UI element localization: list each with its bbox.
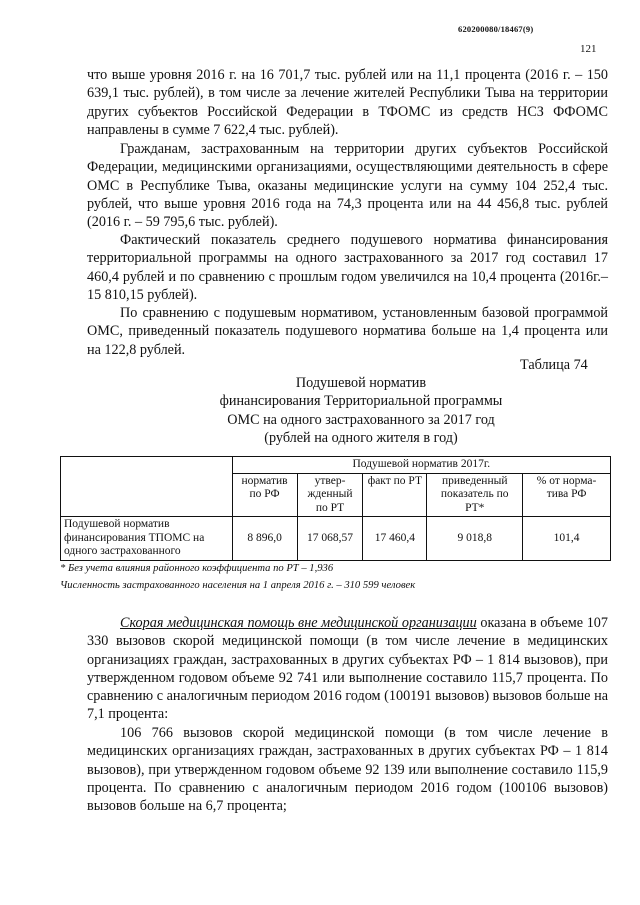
table-cell: 101,4 (523, 517, 611, 561)
paragraph-5-rest: оказана в объеме 107 330 вызовов скорой медицинской помощи (в том числе лечение в медицинских организациях граждан, застрахованных в других субъектах РФ – 1 814 вызовов), при утвержденном годовом объеме 92 741 или выполнение составило 115,7 процента. По сравнению с аналогичным периодом 2016 годом (100191 вызовов) вызовов больше на 7,1 процента: (87, 615, 608, 723)
document-id: 620200080/18467(9) (458, 24, 534, 34)
table-cell: 17 068,57 (297, 517, 363, 561)
column-header: норматив по РФ (232, 473, 297, 517)
table-row (61, 517, 611, 561)
column-header: утвер-жденный по РТ (297, 473, 363, 517)
paragraph-4: По сравнению с подушевым нормативом, установленным базовой программой ОМС, приведенный показатель подушевого норматива больше на 1,4 процента или на 122,8 рублей. (87, 305, 608, 358)
table-title-line-1: Подушевой норматив (295, 375, 427, 391)
footnote-2: Численность застрахованного населения на 1 апреля 2016 г. – 310 599 человек (60, 580, 416, 591)
table-number: Таблица 74 (520, 357, 588, 373)
normative-table (60, 456, 611, 561)
table-cell: 17 460,4 (363, 517, 427, 561)
column-header: факт по РТ (363, 473, 427, 517)
paragraph-5 (87, 614, 608, 724)
paragraph-3: Фактический показатель среднего подушевого норматива финансирования территориальной программы на одного застрахованного за 2017 год составил 17 460,4 рублей и по сравнению с прошлым годом увеличился на 10,4 процента (2016г.– 15 810,15 рублей). (87, 232, 608, 303)
table-title-line-4: (рублей на одного жителя в год) (264, 429, 458, 446)
table-title-line-3: ОМС на одного застрахованного за 2017 год (227, 411, 495, 428)
paragraph-1: что выше уровня 2016 г. на 16 701,7 тыс. рублей или на 11,1 процента (2016 г. – 150 639,1 тыс. рублей), в том числе за лечение жителей Республики Тыва на территории других субъектов Российской Федерации в ТФОМС из средств НСЗ ФФОМС направлены в сумме 7 622,4 тыс. рублей). (87, 67, 608, 138)
table-cell: 9 018,8 (427, 517, 523, 561)
table-group-header-row (61, 457, 611, 474)
footnote-1: * Без учета влияния районного коэффициента по РТ – 1,936 (60, 563, 334, 574)
table-title (87, 374, 635, 447)
table-title-line-2: финансирования Территориальной программы (219, 393, 503, 410)
page-number: 121 (580, 43, 597, 55)
paragraph-2: Гражданам, застрахованным на территории других субъектов Российской Федерации, медицинскими организациями, осуществляющими деятельность в сфере ОМС в Республике Тыва, оказаны медицинские услуги на сумму 104 252,4 тыс. рублей, что выше уровня 2016 года на 74,3 процента или на 44 456,8 тыс. рублей (2016 г. – 59 795,6 тыс. рублей). (87, 141, 608, 231)
row-label: Подушевой норматив финансирования ТПОМС на одного застрахованного (61, 517, 233, 561)
paragraph-5-lead: Скорая медицинская помощь вне медицинской организации (120, 615, 477, 631)
table-cell: 8 896,0 (232, 517, 297, 561)
paragraph-6: 106 766 вызовов скорой медицинской помощи (в том числе лечение в медицинских организациях граждан, застрахованных в других субъектах РФ – 1 814 вызовов), при утвержденном годовом объеме 92 139 или выполнение составило 115,9 процента. По сравнению с аналогичным периодом 2016 годом (100106 вызовов) вызовов больше на 6,7 процента; (87, 725, 608, 815)
column-header: приведенный показатель по РТ* (427, 473, 523, 517)
column-header: % от норма-тива РФ (523, 473, 611, 517)
table-empty-corner (61, 457, 233, 517)
table-group-header: Подушевой норматив 2017г. (232, 457, 610, 474)
